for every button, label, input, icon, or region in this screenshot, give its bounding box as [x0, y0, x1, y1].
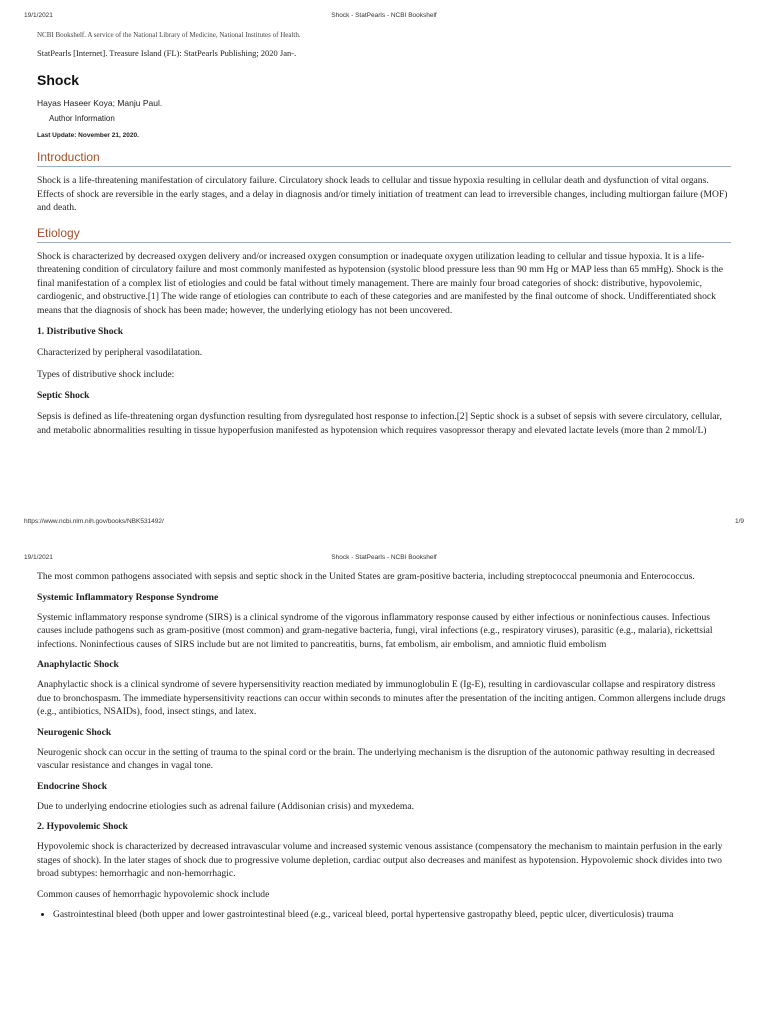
pdf-page-2	[0, 548, 768, 1024]
page-gap	[0, 530, 768, 548]
page-number: 1/9	[734, 518, 744, 525]
last-update: Last Update: November 21, 2020.	[37, 132, 139, 139]
subheading-anaphylactic-shock: Anaphylactic Shock	[37, 659, 119, 670]
pathogens-paragraph: The most common pathogens associated with sepsis and septic shock in the United States are gram-positive bacteria, including streptococcal pneumonia and Enterococcus.	[37, 571, 695, 582]
distributive-paragraph: Characterized by peripheral vasodilatation.	[37, 347, 203, 358]
endocrine-paragraph: Due to underlying endocrine etiologies such as adrenal failure (Addisonian crisis) and myxedema.	[37, 800, 414, 812]
page-content	[37, 30, 731, 437]
septic-paragraph: Sepsis is defined as life-threatening organ dysfunction resulting from dysregulated host response to infection.[2] Septic shock is a subset of sepsis with severe circulatory, cellular, and metabolic abnormalities resulting in tissue hypoperfusion manifested as hypotension which requires vasopressor therapy and elevated lactate levels (more than 2 mmol/L)	[37, 411, 722, 436]
types-paragraph: Types of distributive shock include:	[37, 368, 175, 380]
page-content	[37, 570, 731, 922]
ncbi-notice: NCBI Bookshelf. A service of the National Library of Medicine, National Institutes of Health.	[37, 31, 301, 39]
anaphylactic-paragraph: Anaphylactic shock is a clinical syndrome of severe hypersensitivity reaction mediated by immunoglobulin E (Ig-E), resulting in cardiovascular collapse and respiratory distress due to bronchospasm. The immediate hypersensitivity reactions can occur within seconds to minutes after the presentation of the inciting antigen. Common allergens include drugs (e.g., antibiotics, NSAIDs), food, insect stings, and latex.	[37, 679, 726, 717]
article-title: Shock	[37, 72, 80, 88]
subheading-distributive-shock: 1. Distributive Shock	[37, 326, 124, 337]
print-title: Shock - StatPearls - NCBI Bookshelf	[331, 554, 437, 561]
sirs-paragraph: Systemic inflammatory response syndrome (SIRS) is a clinical syndrome of the vigorous inflammatory response caused by either infectious or noninfectious causes. Infectious causes include pathogens such as gram-positive (most common) and gram-negative bacteria, fungi, viral infections (e.g., respiratory viruses), parasitic (e.g., malaria), rickettsial infections. Noninfectious causes of SIRS include but are not limited to pancreatitis, burns, fat embolism, air embolism, and amniotic fluid embolism	[37, 611, 713, 650]
subheading-endocrine-shock: Endocrine Shock	[37, 780, 108, 792]
page-header	[24, 12, 744, 24]
list-item: • Gastrointestinal bleed (both upper and lower gastrointestinal bleed (e.g., variceal bleed, portal hypertensive gastropathy bleed, peptic ulcer, diverticulosis) trauma	[53, 908, 731, 922]
author-information[interactable]: Author Information	[49, 114, 115, 123]
common-causes-paragraph: Common causes of hemorrhagic hypovolemic shock include	[37, 888, 270, 900]
print-title: Shock - StatPearls - NCBI Bookshelf	[331, 12, 437, 19]
print-date: 19/1/2021	[24, 12, 53, 19]
subheading-septic-shock: Septic Shock	[37, 390, 90, 401]
etiology-paragraph: Shock is characterized by decreased oxygen delivery and/or increased oxygen consumption or inadequate oxygen utilization leading to cellular and tissue hypoxia. It is a life-threatening condition of circulatory failure and most commonly manifested as hypotension (systolic blood pressure less than 90 mm Hg or MAP less than 65 mmHg). Shock is the final manifestation of a complex list of etiologies and could be fatal without timely management. There are mainly four broad categories of shock: distributive, hypovolemic, cardiogenic, and obstructive.[1] The wide range of etiologies can contribute to each of these categories and are manifested by the final outcome of shock. Undifferentiated shock means that the diagnosis of shock has been made; however, the underlying etiology has not been uncovered.	[37, 250, 724, 316]
subheading-neurogenic-shock: Neurogenic Shock	[37, 726, 112, 738]
section-heading-etiology: Etiology	[37, 225, 731, 243]
neurogenic-paragraph: Neurogenic shock can occur in the setting of trauma to the spinal cord or the brain. The underlying mechanism is the disruption of the autonomic pathway resulting in decreased vascular resistance and changes in vagal tone.	[37, 746, 715, 771]
introduction-paragraph: Shock is a life-threatening manifestation of circulatory failure. Circulatory shock leads to cellular and tissue hypoxia resulting in cellular death and dysfunction of vital organs. Effects of shock are reversible in the early stages, and a delay in diagnosis and/or timely initiation of treatment can lead to irreversible changes, including multiorgan failure (MOF) and death.	[37, 175, 728, 213]
citation: StatPearls [Internet]. Treasure Island (FL): StatPearls Publishing; 2020 Jan-.	[37, 48, 297, 58]
subheading-sirs: Systemic Inflammatory Response Syndrome	[37, 591, 219, 603]
page-header	[24, 554, 744, 566]
hypovolemic-paragraph: Hypovolemic shock is characterized by decreased intravascular volume and increased systemic venous assistance (compensatory the mechanism to maintain perfusion in the early stages of shock). In the later stages of shock due to progressive volume depletion, cardiac output also decreases and manifest as hypotension. Hypovolemic shock divides into two broad subtypes: hemorrhagic and non-hemorrhagic.	[37, 841, 723, 879]
section-heading-introduction: Introduction	[37, 149, 731, 167]
print-date: 19/1/2021	[24, 554, 53, 561]
authors: Hayas Haseer Koya; Manju Paul.	[37, 98, 163, 108]
page-footer	[24, 518, 744, 530]
page-url[interactable]: https://www.ncbi.nlm.nih.gov/books/NBK531492/	[24, 518, 164, 525]
causes-list	[37, 908, 731, 922]
subheading-hypovolemic-shock: 2. Hypovolemic Shock	[37, 821, 128, 832]
